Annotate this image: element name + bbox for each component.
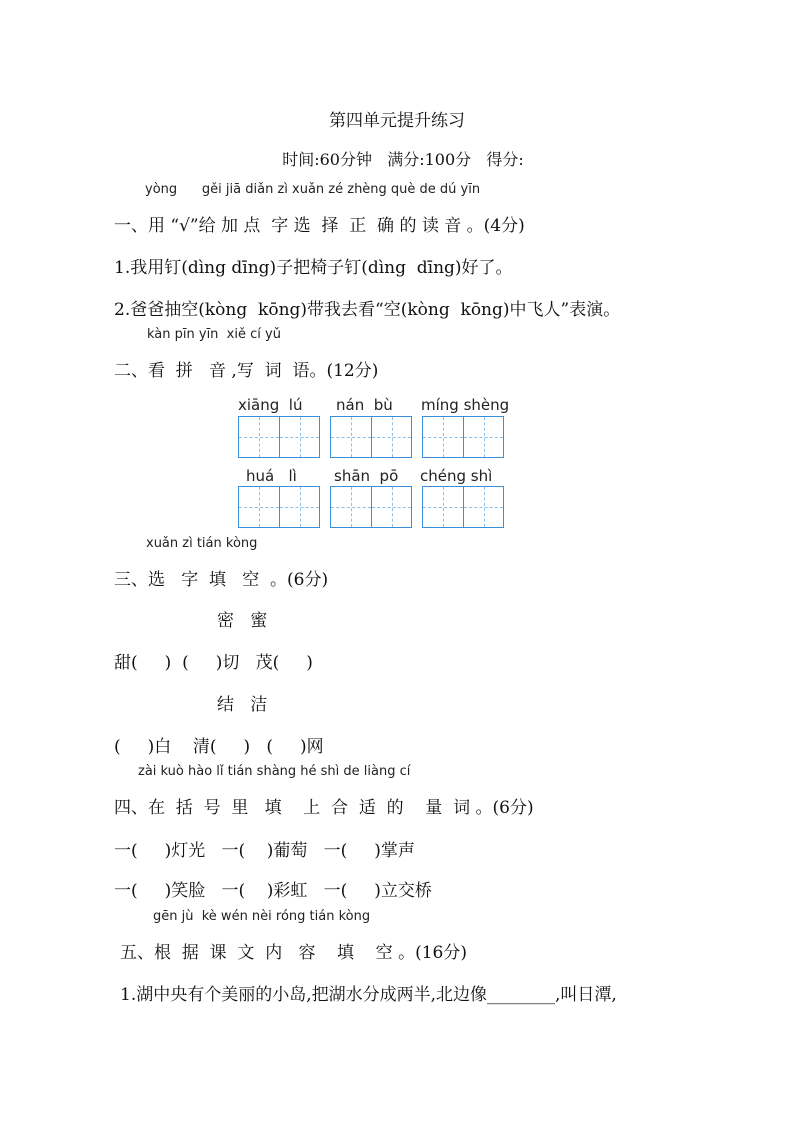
- grid-cell[interactable]: [371, 417, 411, 457]
- writing-grid-5[interactable]: [330, 486, 412, 528]
- grid-pinyin-3: míng shèng: [421, 396, 510, 414]
- writing-grid-2[interactable]: [330, 416, 412, 458]
- grid-pinyin-6: chéng shì: [420, 467, 493, 485]
- section3-line-1: 甜( ) ( )切 茂( ): [114, 653, 313, 673]
- section3-pinyin: xuǎn zì tián kòng: [146, 536, 258, 551]
- grid-cell[interactable]: [239, 417, 279, 457]
- section3-heading: 三、选 字 填 空 。(6分): [114, 570, 329, 590]
- writing-grid-6[interactable]: [422, 486, 504, 528]
- section4-line-1: 一( )灯光 一( )葡萄 一( )掌声: [114, 841, 415, 861]
- section1-question1: 1.我用钉(dìng dīng)子把椅子钉(dìng dīng)好了。: [114, 258, 513, 278]
- section2-heading: 二、看 拼 音 ,写 词 语。(12分): [114, 361, 379, 381]
- grid-cell[interactable]: [239, 487, 279, 527]
- grid-pinyin-2: nán bù: [336, 396, 393, 414]
- writing-grid-4[interactable]: [238, 486, 320, 528]
- section4-line-2: 一( )笑脸 一( )彩虹 一( )立交桥: [114, 881, 432, 901]
- section3-choices-2: 结 洁: [217, 695, 268, 715]
- grid-cell[interactable]: [423, 417, 463, 457]
- grid-cell[interactable]: [463, 417, 503, 457]
- page-title: 第四单元提升练习: [329, 111, 465, 131]
- grid-cell[interactable]: [371, 487, 411, 527]
- writing-grid-3[interactable]: [422, 416, 504, 458]
- section1-heading: 一、用 “√”给 加 点 字 选 择 正 确 的 读 音 。(4分): [114, 216, 525, 236]
- grid-cell[interactable]: [279, 487, 319, 527]
- writing-grid-1[interactable]: [238, 416, 320, 458]
- exam-meta: 时间:60分钟 满分:100分 得分:: [282, 150, 524, 169]
- grid-pinyin-1: xiāng lú: [238, 396, 303, 414]
- grid-cell[interactable]: [331, 487, 371, 527]
- section1-question2: 2.爸爸抽空(kòng kōng)带我去看“空(kòng kōng)中飞人”表演。: [114, 300, 621, 320]
- grid-pinyin-4: huá lì: [246, 467, 297, 485]
- section3-line-2: ( )白 清( ) ( )网: [114, 737, 324, 757]
- section4-pinyin: zài kuò hào lǐ tián shàng hé shì de liàng cí: [138, 764, 411, 779]
- section5-question1: 1.湖中央有个美丽的小岛,把湖水分成两半,北边像________,叫日潭,: [120, 985, 617, 1005]
- grid-pinyin-5: shān pō: [334, 467, 399, 485]
- grid-cell[interactable]: [279, 417, 319, 457]
- grid-cell[interactable]: [331, 417, 371, 457]
- section5-heading: 五、根 据 课 文 内 容 填 空 。(16分): [120, 943, 467, 963]
- grid-cell[interactable]: [423, 487, 463, 527]
- section5-pinyin: gēn jù kè wén nèi róng tián kòng: [153, 909, 371, 924]
- grid-cell[interactable]: [463, 487, 503, 527]
- section3-choices-1: 密 蜜: [217, 611, 268, 631]
- section1-pinyin: yòng gěi jiā diǎn zì xuǎn zé zhèng què de dú yīn: [145, 182, 481, 197]
- section4-heading: 四、在 括 号 里 填 上 合 适 的 量 词 。(6分): [114, 798, 534, 818]
- section2-pinyin: kàn pīn yīn xiě cí yǔ: [147, 327, 281, 342]
